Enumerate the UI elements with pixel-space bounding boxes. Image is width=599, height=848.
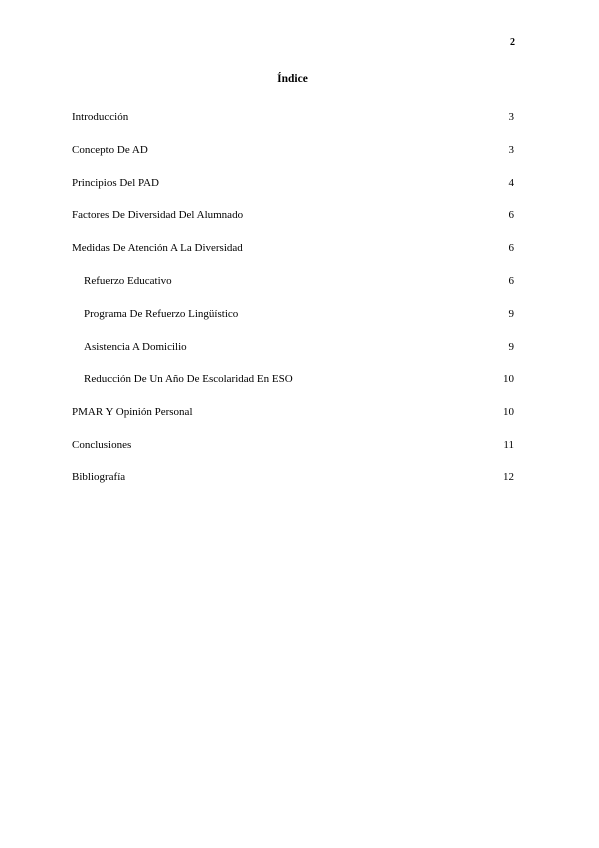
toc-entry-label: Introducción: [72, 111, 129, 123]
toc-entry-label: Factores De Diversidad Del Alumnado: [72, 209, 244, 221]
toc-entry-page: 9: [508, 308, 514, 320]
toc-entry-page: 10: [503, 406, 514, 418]
toc-title: Índice: [277, 73, 308, 85]
toc-entry-label: Refuerzo Educativo: [84, 275, 172, 287]
toc-entry-page: 3: [508, 144, 514, 156]
toc-entry-page: 4: [508, 177, 514, 189]
toc-entry-medidas-de-atencion[interactable]: [72, 241, 514, 255]
toc-entry-label: Principios Del PAD: [72, 177, 159, 189]
toc-entry-page: 12: [503, 471, 514, 483]
toc-entry-page: 10: [503, 373, 514, 385]
toc-entry-concepto-de-ad[interactable]: [72, 143, 514, 157]
toc-entry-page: 6: [508, 209, 514, 221]
toc-entry-label: Concepto De AD: [72, 144, 148, 156]
toc-entry-introduccion[interactable]: [72, 110, 514, 124]
toc-entry-principios-del-pad[interactable]: [72, 176, 514, 190]
toc-entry-label: Conclusiones: [72, 439, 132, 451]
toc-entry-programa-de-refuerzo-linguistico[interactable]: [84, 307, 514, 321]
toc-entry-page: 6: [508, 275, 514, 287]
toc-entry-refuerzo-educativo[interactable]: [84, 274, 514, 288]
toc-entry-asistencia-a-domicilio[interactable]: [84, 340, 514, 354]
toc-entry-page: 11: [503, 439, 514, 451]
toc-entry-label: Bibliografía: [72, 471, 126, 483]
toc-entry-page: 6: [508, 242, 514, 254]
toc-entry-label: Reducción De Un Año De Escolaridad En ESO: [84, 373, 293, 385]
toc-entry-pmar-y-opinion-personal[interactable]: [72, 405, 514, 419]
toc-entry-page: 9: [508, 341, 514, 353]
toc-entry-label: Asistencia A Domicilio: [84, 341, 187, 353]
toc-entry-conclusiones[interactable]: [72, 438, 514, 452]
toc-entry-label: Programa De Refuerzo Lingüístico: [84, 308, 239, 320]
toc-entry-reduccion-de-un-ano[interactable]: [84, 372, 514, 386]
toc-entry-factores-de-diversidad[interactable]: [72, 208, 514, 222]
toc-entry-label: PMAR Y Opinión Personal: [72, 406, 193, 418]
toc-entry-label: Medidas De Atención A La Diversidad: [72, 242, 243, 254]
toc-entry-bibliografia[interactable]: [72, 470, 514, 484]
toc-entry-page: 3: [508, 111, 514, 123]
page-number: 2: [510, 37, 515, 48]
